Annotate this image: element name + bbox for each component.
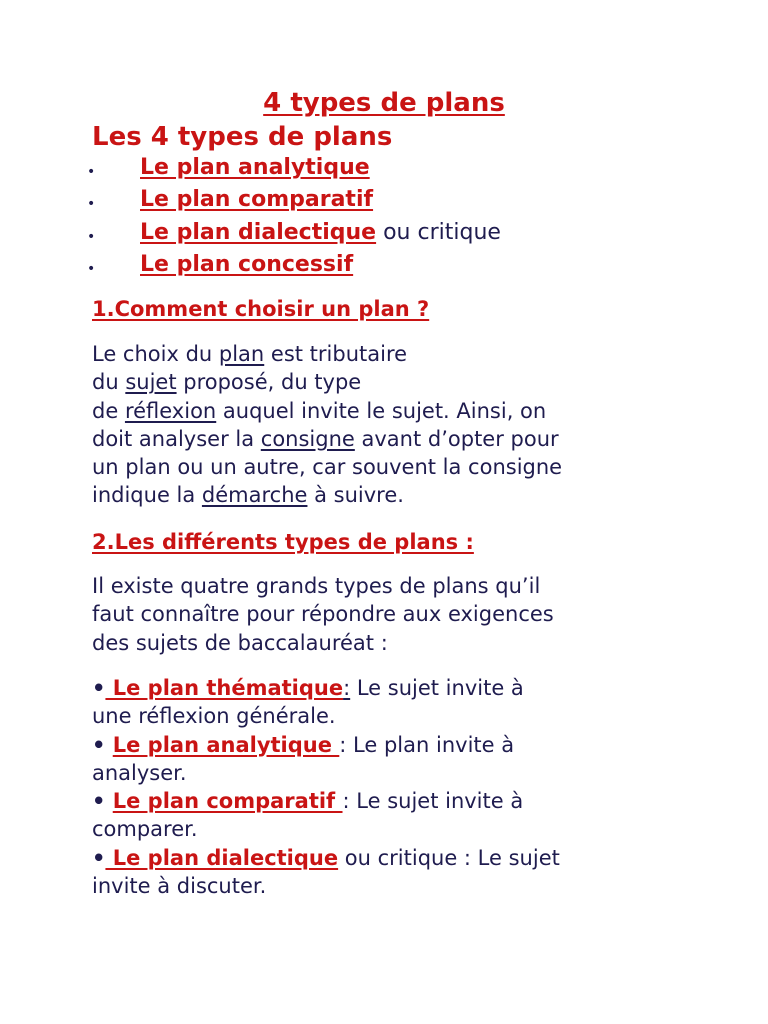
bullet-icon: •: [92, 732, 113, 757]
description: Le sujet invite à: [350, 676, 524, 700]
text-line: un plan ou un autre, car souvent la consigne: [92, 455, 563, 480]
bullet-icon: •: [92, 789, 113, 814]
plan-link[interactable]: Le plan analytique: [112, 732, 340, 757]
list-item: [92, 731, 712, 788]
text-line: Il existe quatre grands types de plans qu’il: [92, 574, 541, 598]
link-reflexion[interactable]: réflexion: [124, 398, 217, 423]
bullet-icon: •: [87, 196, 96, 213]
section-2-intro: [92, 572, 692, 657]
text-run: auquel invite le sujet. Ainsi, on: [216, 398, 547, 423]
bullet-icon: •: [87, 228, 96, 245]
list-item: [92, 674, 712, 731]
text-run: Le choix du: [92, 342, 219, 366]
separator: :: [342, 789, 350, 814]
description-cont: une réflexion générale.: [92, 704, 336, 729]
section-1-heading: 1.Comment choisir un plan ?: [92, 297, 430, 321]
description: Le plan invite à: [346, 732, 515, 757]
text-run: du: [92, 370, 126, 395]
plan-link[interactable]: Le plan dialectique: [105, 845, 339, 870]
description-cont: comparer.: [92, 817, 198, 842]
bullet-icon: •: [92, 676, 106, 700]
bullet-icon: •: [92, 845, 106, 870]
list-item: [92, 844, 712, 901]
plan-link[interactable]: Le plan comparatif: [112, 789, 343, 814]
plan-suffix: ou critique: [376, 219, 501, 245]
description-cont: analyser.: [92, 760, 187, 785]
text-run: indique la: [92, 483, 202, 508]
link-plan[interactable]: plan: [218, 342, 265, 366]
description: Le sujet invite à: [349, 789, 524, 814]
section-2-heading: 2.Les différents types de plans :: [92, 530, 474, 554]
link-sujet[interactable]: sujet: [125, 370, 177, 395]
link-consigne[interactable]: consigne: [260, 426, 355, 451]
plan-link[interactable]: Le plan dialectique: [140, 219, 377, 245]
plan-link[interactable]: Le plan thématique: [105, 676, 344, 700]
list-item: [92, 787, 712, 844]
text-run: de: [92, 398, 125, 423]
text-run: proposé, du type: [176, 370, 362, 395]
document-title: 4 types de plans: [263, 88, 505, 118]
link-demarche[interactable]: démarche: [201, 483, 308, 508]
separator: :: [339, 732, 347, 757]
plan-link[interactable]: Le plan comparatif: [140, 187, 374, 213]
text-run: doit analyser la: [92, 426, 261, 451]
plan-definitions-list: [92, 674, 712, 900]
text-run: est tributaire: [264, 342, 408, 366]
text-run: à suivre.: [307, 483, 404, 508]
text-line: faut connaître pour répondre aux exigences: [92, 602, 554, 627]
bullet-icon: •: [87, 164, 96, 180]
document-subtitle: Les 4 types de plans: [92, 122, 393, 152]
plan-link[interactable]: Le plan concessif: [140, 251, 354, 277]
plan-link[interactable]: Le plan analytique: [140, 155, 370, 180]
section-1-paragraph: [92, 340, 692, 510]
text-run: avant d’opter pour: [354, 426, 559, 451]
text-line: des sujets de baccalauréat :: [92, 630, 388, 655]
bullet-icon: •: [87, 260, 96, 277]
description-cont: invite à discuter.: [92, 874, 267, 899]
description: ou critique : Le sujet: [338, 845, 560, 870]
separator: :: [343, 676, 351, 700]
